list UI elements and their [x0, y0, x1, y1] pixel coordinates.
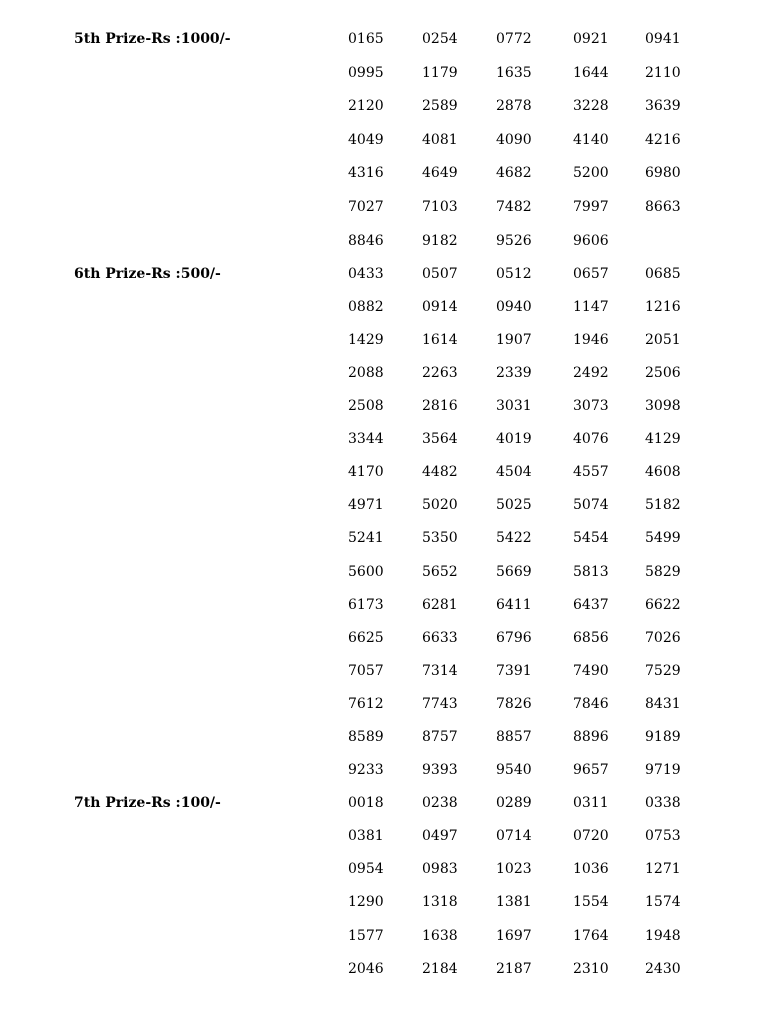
- prize-label-7th: 7th Prize-Rs :100/-: [74, 795, 221, 812]
- winning-number: 0381: [348, 828, 384, 845]
- number-row: [348, 522, 708, 556]
- winning-number: 6796: [496, 629, 532, 646]
- number-row: [348, 886, 708, 920]
- winning-number: 0018: [348, 795, 384, 812]
- winning-number: 0940: [496, 298, 532, 315]
- winning-number: 4170: [348, 464, 384, 481]
- number-row: [348, 423, 708, 457]
- winning-number: 2184: [422, 960, 458, 977]
- number-row: [348, 489, 708, 523]
- winning-number: 5182: [645, 497, 681, 514]
- winning-number: 6622: [645, 596, 681, 613]
- winning-number: 4971: [348, 497, 384, 514]
- prize-section-5th: [0, 23, 759, 258]
- winning-number: 4557: [573, 464, 609, 481]
- winning-number: 7027: [348, 198, 384, 215]
- winning-number: 1614: [422, 331, 458, 348]
- number-row: [348, 721, 708, 755]
- winning-number: 2508: [348, 398, 384, 415]
- winning-number: 0954: [348, 861, 384, 878]
- winning-number: 3073: [573, 398, 609, 415]
- winning-number: 7490: [573, 662, 609, 679]
- winning-number: 9233: [348, 762, 384, 779]
- prize-section-7th: [0, 787, 759, 986]
- winning-number: 1147: [573, 298, 609, 315]
- winning-number: 2088: [348, 364, 384, 381]
- winning-number: 6980: [645, 165, 681, 182]
- winning-number: 8846: [348, 232, 384, 249]
- winning-number: 0720: [573, 828, 609, 845]
- winning-number: 7612: [348, 695, 384, 712]
- winning-number: 6173: [348, 596, 384, 613]
- number-row: [348, 589, 708, 623]
- winning-number: 1271: [645, 861, 681, 878]
- number-row: [348, 787, 708, 821]
- winning-number: 5669: [496, 563, 532, 580]
- winning-number: 4019: [496, 431, 532, 448]
- winning-number: 8896: [573, 728, 609, 745]
- winning-number: 2589: [422, 98, 458, 115]
- prize-label-5th: 5th Prize-Rs :1000/-: [74, 31, 231, 47]
- winning-number: 1644: [573, 64, 609, 81]
- winning-number: 3031: [496, 398, 532, 415]
- winning-number: 5422: [496, 530, 532, 547]
- winning-number: 0165: [348, 31, 384, 47]
- number-row: [348, 622, 708, 656]
- winning-number: 7846: [573, 695, 609, 712]
- prize-results-table: [0, 23, 759, 986]
- winning-number: 9540: [496, 762, 532, 779]
- winning-number: 2492: [573, 364, 609, 381]
- winning-number: 1946: [573, 331, 609, 348]
- winning-number: 0714: [496, 828, 532, 845]
- winning-number: 1216: [645, 298, 681, 315]
- winning-number: 2506: [645, 364, 681, 381]
- winning-number: 8757: [422, 728, 458, 745]
- number-row: [348, 291, 708, 325]
- number-row: [348, 655, 708, 689]
- winning-number: 5241: [348, 530, 384, 547]
- winning-number: 4076: [573, 431, 609, 448]
- winning-number: 0238: [422, 795, 458, 812]
- winning-number: 4682: [496, 165, 532, 182]
- winning-number: 2110: [645, 64, 681, 81]
- winning-number: 9606: [573, 232, 609, 249]
- winning-number: 9189: [645, 728, 681, 745]
- winning-number: 0914: [422, 298, 458, 315]
- winning-number: 8431: [645, 695, 681, 712]
- winning-number: 1907: [496, 331, 532, 348]
- winning-number: 7391: [496, 662, 532, 679]
- number-row: [348, 920, 708, 954]
- winning-number: 1635: [496, 64, 532, 81]
- winning-number: 4129: [645, 431, 681, 448]
- winning-number: 2339: [496, 364, 532, 381]
- winning-number: 8663: [645, 198, 681, 215]
- winning-number: 7997: [573, 198, 609, 215]
- winning-number: 2816: [422, 398, 458, 415]
- winning-number: 5600: [348, 563, 384, 580]
- winning-number: 2310: [573, 960, 609, 977]
- winning-number: 7529: [645, 662, 681, 679]
- winning-number: 8589: [348, 728, 384, 745]
- number-row: [348, 57, 708, 91]
- winning-number: 1318: [422, 894, 458, 911]
- winning-number: 4081: [422, 131, 458, 148]
- winning-number: 2430: [645, 960, 681, 977]
- winning-number: 0882: [348, 298, 384, 315]
- winning-number: 3639: [645, 98, 681, 115]
- winning-number: 0433: [348, 265, 384, 282]
- winning-number: 4608: [645, 464, 681, 481]
- winning-number: 1036: [573, 861, 609, 878]
- winning-number: 2120: [348, 98, 384, 115]
- winning-number: 0941: [645, 31, 681, 47]
- winning-number: 0512: [496, 265, 532, 282]
- winning-number: 3228: [573, 98, 609, 115]
- winning-number: 0657: [573, 265, 609, 282]
- winning-number: 4140: [573, 131, 609, 148]
- number-row: [348, 225, 708, 259]
- winning-number: 0338: [645, 795, 681, 812]
- winning-number: 4216: [645, 131, 681, 148]
- winning-number: 7826: [496, 695, 532, 712]
- number-row: [348, 390, 708, 424]
- prize-numbers-5th: [348, 23, 708, 258]
- winning-number: 4049: [348, 131, 384, 148]
- number-row: [348, 953, 708, 987]
- winning-number: 6411: [496, 596, 532, 613]
- winning-number: 1554: [573, 894, 609, 911]
- number-row: [348, 258, 708, 292]
- number-row: [348, 357, 708, 391]
- winning-number: 4482: [422, 464, 458, 481]
- winning-number: 1179: [422, 64, 458, 81]
- number-row: [348, 556, 708, 590]
- winning-number: 1381: [496, 894, 532, 911]
- winning-number: 4649: [422, 165, 458, 182]
- number-row: [348, 157, 708, 191]
- winning-number: 0507: [422, 265, 458, 282]
- winning-number: 7026: [645, 629, 681, 646]
- winning-number: 2051: [645, 331, 681, 348]
- prize-label-6th: 6th Prize-Rs :500/-: [74, 265, 221, 282]
- winning-number: 0311: [573, 795, 609, 812]
- winning-number: 0289: [496, 795, 532, 812]
- winning-number: 6856: [573, 629, 609, 646]
- number-row: [348, 191, 708, 225]
- number-row: [348, 456, 708, 490]
- winning-number: 2046: [348, 960, 384, 977]
- winning-number: 1948: [645, 927, 681, 944]
- number-row: [348, 853, 708, 887]
- winning-number: 5025: [496, 497, 532, 514]
- winning-number: 5813: [573, 563, 609, 580]
- winning-number: 0995: [348, 64, 384, 81]
- winning-number: 6281: [422, 596, 458, 613]
- winning-number: 3098: [645, 398, 681, 415]
- winning-number: 8857: [496, 728, 532, 745]
- winning-number: 9182: [422, 232, 458, 249]
- winning-number: 4504: [496, 464, 532, 481]
- winning-number: 6437: [573, 596, 609, 613]
- winning-number: 5454: [573, 530, 609, 547]
- winning-number: 6633: [422, 629, 458, 646]
- winning-number: 1574: [645, 894, 681, 911]
- winning-number: 2263: [422, 364, 458, 381]
- winning-number: 9526: [496, 232, 532, 249]
- winning-number: 7057: [348, 662, 384, 679]
- winning-number: 5652: [422, 563, 458, 580]
- winning-number: 2878: [496, 98, 532, 115]
- number-row: [348, 23, 708, 57]
- number-row: [348, 324, 708, 358]
- winning-number: 1638: [422, 927, 458, 944]
- winning-number: 0497: [422, 828, 458, 845]
- winning-number: 1697: [496, 927, 532, 944]
- winning-number: 7314: [422, 662, 458, 679]
- winning-number: 0921: [573, 31, 609, 47]
- winning-number: 4090: [496, 131, 532, 148]
- winning-number: 2187: [496, 960, 532, 977]
- winning-number: 3344: [348, 431, 384, 448]
- prize-numbers-7th: [348, 787, 708, 986]
- winning-number: 1290: [348, 894, 384, 911]
- winning-number: 0753: [645, 828, 681, 845]
- number-row: [348, 90, 708, 124]
- prize-numbers-6th: [348, 258, 708, 788]
- winning-number: 1023: [496, 861, 532, 878]
- winning-number: 9657: [573, 762, 609, 779]
- winning-number: 5350: [422, 530, 458, 547]
- number-row: [348, 820, 708, 854]
- winning-number: 0254: [422, 31, 458, 47]
- winning-number: 0983: [422, 861, 458, 878]
- winning-number: 6625: [348, 629, 384, 646]
- winning-number: 9719: [645, 762, 681, 779]
- number-row: [348, 754, 708, 788]
- winning-number: 5020: [422, 497, 458, 514]
- winning-number: 7482: [496, 198, 532, 215]
- winning-number: 0772: [496, 31, 532, 47]
- winning-number: 5829: [645, 563, 681, 580]
- winning-number: 5499: [645, 530, 681, 547]
- winning-number: 1764: [573, 927, 609, 944]
- winning-number: 3564: [422, 431, 458, 448]
- winning-number: 1429: [348, 331, 384, 348]
- number-row: [348, 688, 708, 722]
- winning-number: 9393: [422, 762, 458, 779]
- winning-number: 7103: [422, 198, 458, 215]
- winning-number: 5074: [573, 497, 609, 514]
- winning-number: 1577: [348, 927, 384, 944]
- winning-number: 7743: [422, 695, 458, 712]
- prize-section-6th: [0, 258, 759, 788]
- number-row: [348, 124, 708, 158]
- winning-number: 0685: [645, 265, 681, 282]
- winning-number: 5200: [573, 165, 609, 182]
- winning-number: 4316: [348, 165, 384, 182]
